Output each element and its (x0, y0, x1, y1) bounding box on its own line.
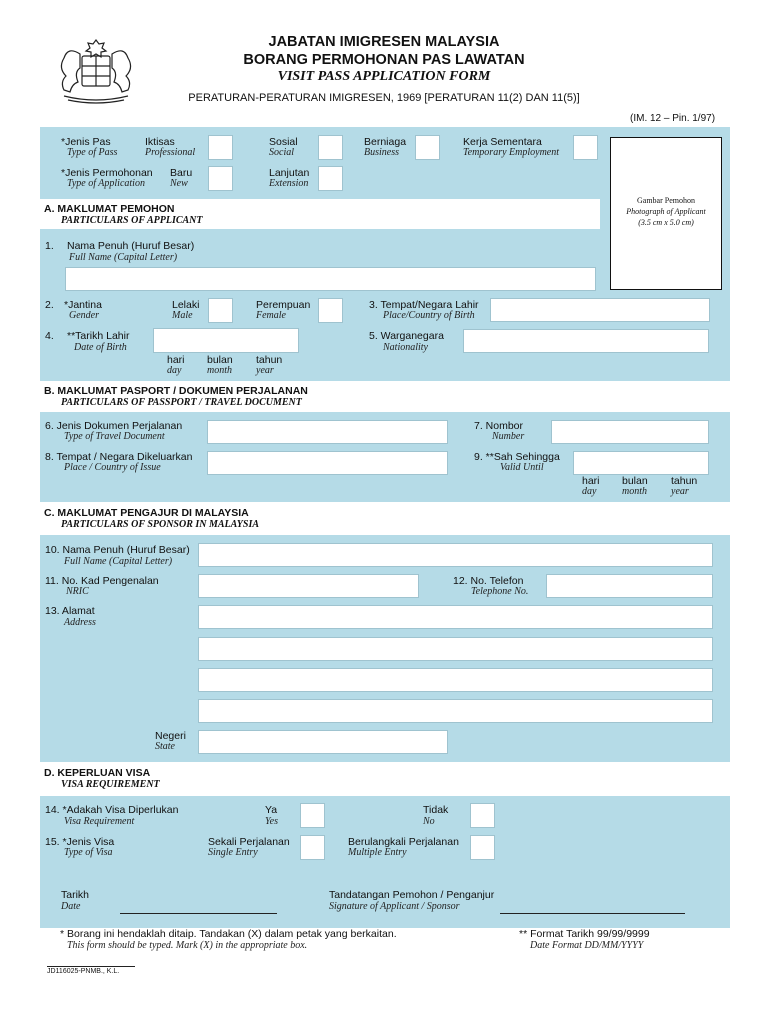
app-type-label-en: Type of Application (67, 178, 145, 189)
female-label-en: Female (256, 310, 286, 321)
valid-day-label-en: day (582, 486, 597, 497)
pass-social-label: Sosial (269, 136, 298, 148)
gender-label-en: Gender (69, 310, 99, 321)
app-type-label: *Jenis Permohonan (61, 167, 153, 179)
male-label: Lelaki (172, 299, 200, 311)
section-a-title: A. MAKLUMAT PEMOHON (44, 203, 175, 215)
address-line-2-input[interactable] (198, 637, 713, 661)
issue-place-label: 8. Tempat / Negara Dikeluarkan (45, 451, 193, 463)
birthplace-input[interactable] (490, 298, 710, 322)
dob-label: **Tarikh Lahir (67, 330, 130, 342)
pass-business-label-en: Business (364, 147, 399, 158)
dob-day-label-en: day (167, 365, 182, 376)
issue-place-label-en: Place / Country of Issue (64, 462, 161, 473)
doc-number-label: 7. Nombor (474, 420, 524, 432)
dob-year-label-en: year (256, 365, 274, 376)
telephone-label-en: Telephone No. (471, 586, 529, 597)
valid-year-label-en: year (671, 486, 689, 497)
section-b-title: B. MAKLUMAT PASPORT / DOKUMEN PERJALANAN (44, 385, 308, 397)
visa-type-label-en: Type of Visa (64, 847, 113, 858)
valid-month-label-en: month (622, 486, 647, 497)
nationality-label: 5. Warganegara (369, 330, 444, 342)
footer-note-1-en: This form should be typed. Mark (X) in the appropriate box. (67, 940, 308, 951)
valid-month-label: bulan (622, 475, 648, 487)
pass-social-label-en: Social (269, 147, 294, 158)
multiple-entry-label-en: Multiple Entry (348, 847, 407, 858)
pass-type-label: *Jenis Pas (61, 136, 111, 148)
visa-yes-checkbox[interactable] (300, 803, 325, 828)
header-title-3: VISIT PASS APPLICATION FORM (277, 69, 491, 84)
signature-line[interactable] (500, 913, 685, 914)
nric-input[interactable] (198, 574, 419, 598)
telephone-input[interactable] (546, 574, 713, 598)
pass-business-label: Berniaga (364, 136, 407, 148)
multiple-entry-label: Berulangkali Perjalanan (348, 836, 459, 848)
visa-yes-label: Ya (265, 804, 278, 816)
pass-professional-label-en: Professional (145, 147, 196, 158)
section-a-title-en: PARTICULARS OF APPLICANT (61, 215, 203, 226)
regulation-text: PERATURAN-PERATURAN IMIGRESEN, 1969 [PERATURAN 11(2) DAN 11(5)] (188, 92, 580, 104)
state-label: Negeri (155, 730, 186, 742)
printer-code: JD116025-PNMB., K.L. (47, 968, 120, 975)
section-d-title: D. KEPERLUAN VISA (44, 767, 151, 779)
travel-doc-label-en: Type of Travel Document (64, 431, 165, 442)
signature-label-en: Signature of Applicant / Sponsor (329, 901, 460, 912)
gender-female-checkbox[interactable] (318, 298, 343, 323)
visa-type-label: 15. *Jenis Visa (45, 836, 115, 848)
female-label: Perempuan (256, 299, 311, 311)
valid-until-label-en: Valid Until (500, 462, 544, 473)
doc-number-label-en: Number (492, 431, 525, 442)
section-d-title-en: VISA REQUIREMENT (61, 779, 160, 790)
section-b-title-en: PARTICULARS OF PASSPORT / TRAVEL DOCUMENT (61, 397, 302, 408)
header-title-2: BORANG PERMOHONAN PAS LAWATAN (243, 52, 525, 68)
travel-doc-input[interactable] (207, 420, 448, 444)
section-c-title: C. MAKLUMAT PENGAJUR DI MALAYSIA (44, 507, 249, 519)
header-title-1: JABATAN IMIGRESEN MALAYSIA (268, 34, 500, 50)
visa-required-label: 14. *Adakah Visa Diperlukan (45, 804, 179, 816)
nationality-label-en: Nationality (383, 342, 428, 353)
address-line-1-input[interactable] (198, 605, 713, 629)
sponsor-name-label: 10. Nama Penuh (Huruf Besar) (45, 544, 190, 556)
footer-note-2: ** Format Tarikh 99/99/9999 (519, 928, 650, 940)
pass-professional-checkbox[interactable] (208, 135, 233, 160)
pass-temporary-checkbox[interactable] (573, 135, 598, 160)
state-label-en: State (155, 741, 175, 752)
doc-number-input[interactable] (551, 420, 709, 444)
single-entry-label: Sekali Perjalanan (208, 836, 290, 848)
address-label-en: Address (64, 617, 96, 628)
valid-until-label: 9. **Sah Sehingga (474, 451, 560, 463)
field-1-number: 1. (45, 240, 54, 252)
valid-year-label: tahun (671, 475, 698, 487)
single-entry-checkbox[interactable] (300, 835, 325, 860)
pass-temporary-label-en: Temporary Employment (463, 147, 560, 158)
full-name-label: Nama Penuh (Huruf Besar) (67, 240, 195, 252)
state-input[interactable] (198, 730, 448, 754)
footer-note-2-en: Date Format DD/MM/YYYY (530, 940, 644, 951)
dob-day-label: hari (167, 354, 185, 366)
pass-type-label-en: Type of Pass (67, 147, 118, 158)
pass-professional-label: Iktisas (145, 136, 175, 148)
nric-label-en: NRIC (66, 586, 89, 597)
pass-social-checkbox[interactable] (318, 135, 343, 160)
dob-month-label: bulan (207, 354, 233, 366)
date-label-en: Date (61, 901, 81, 912)
sponsor-name-label-en: Full Name (Capital Letter) (64, 556, 173, 567)
app-extension-label-en: Extension (269, 178, 309, 189)
field-4-number: 4. (45, 330, 54, 342)
visa-required-label-en: Visa Requirement (64, 816, 135, 827)
full-name-input[interactable] (65, 267, 596, 291)
address-label: 13. Alamat (45, 605, 95, 617)
visa-no-label-en: No (423, 816, 435, 827)
visa-no-label: Tidak (423, 804, 449, 816)
dob-year-label: tahun (256, 354, 283, 366)
telephone-label: 12. No. Telefon (453, 575, 524, 587)
date-signature-line[interactable] (120, 913, 277, 914)
gender-male-checkbox[interactable] (208, 298, 233, 323)
signature-label: Tandatangan Pemohon / Penganjur (329, 889, 495, 901)
valid-until-input[interactable] (573, 451, 709, 475)
full-name-label-en: Full Name (Capital Letter) (69, 252, 178, 263)
nationality-input[interactable] (463, 329, 709, 353)
dob-label-en: Date of Birth (74, 342, 127, 353)
multiple-entry-checkbox[interactable] (470, 835, 495, 860)
birthplace-label-en: Place/Country of Birth (383, 310, 475, 321)
visa-yes-label-en: Yes (265, 816, 278, 827)
app-new-checkbox[interactable] (208, 166, 233, 191)
visa-no-checkbox[interactable] (470, 803, 495, 828)
dob-input[interactable] (153, 328, 299, 353)
date-label: Tarikh (61, 889, 90, 901)
footer-note-1: * Borang ini hendaklah ditaip. Tandakan (X) dalam petak yang berkaitan. (60, 928, 397, 940)
issue-place-input[interactable] (207, 451, 448, 475)
travel-doc-label: 6. Jenis Dokumen Perjalanan (45, 420, 183, 432)
pass-business-checkbox[interactable] (415, 135, 440, 160)
photo-label-3: (3.5 cm x 5.0 cm) (638, 218, 694, 227)
nric-label: 11. No. Kad Pengenalan (45, 575, 159, 587)
photo-label-2: Photograph of Applicant (626, 207, 706, 216)
form-code: (IM. 12 – Pin. 1/97) (630, 113, 716, 124)
section-c-title-en: PARTICULARS OF SPONSOR IN MALAYSIA (61, 519, 260, 530)
app-new-label: Baru (170, 167, 193, 179)
app-extension-label: Lanjutan (269, 167, 310, 179)
printer-rule (47, 966, 135, 967)
valid-day-label: hari (582, 475, 600, 487)
photo-label-1: Gambar Pemohon (637, 196, 695, 205)
app-extension-checkbox[interactable] (318, 166, 343, 191)
field-2-number: 2. (45, 299, 54, 311)
dob-month-label-en: month (207, 365, 232, 376)
address-line-4-input[interactable] (198, 699, 713, 723)
male-label-en: Male (172, 310, 193, 321)
pass-temporary-label: Kerja Sementara (463, 136, 542, 148)
birthplace-label: 3. Tempat/Negara Lahir (369, 299, 479, 311)
single-entry-label-en: Single Entry (208, 847, 258, 858)
gender-label: *Jantina (64, 299, 102, 311)
address-line-3-input[interactable] (198, 668, 713, 692)
app-new-label-en: New (170, 178, 188, 189)
sponsor-name-input[interactable] (198, 543, 713, 567)
